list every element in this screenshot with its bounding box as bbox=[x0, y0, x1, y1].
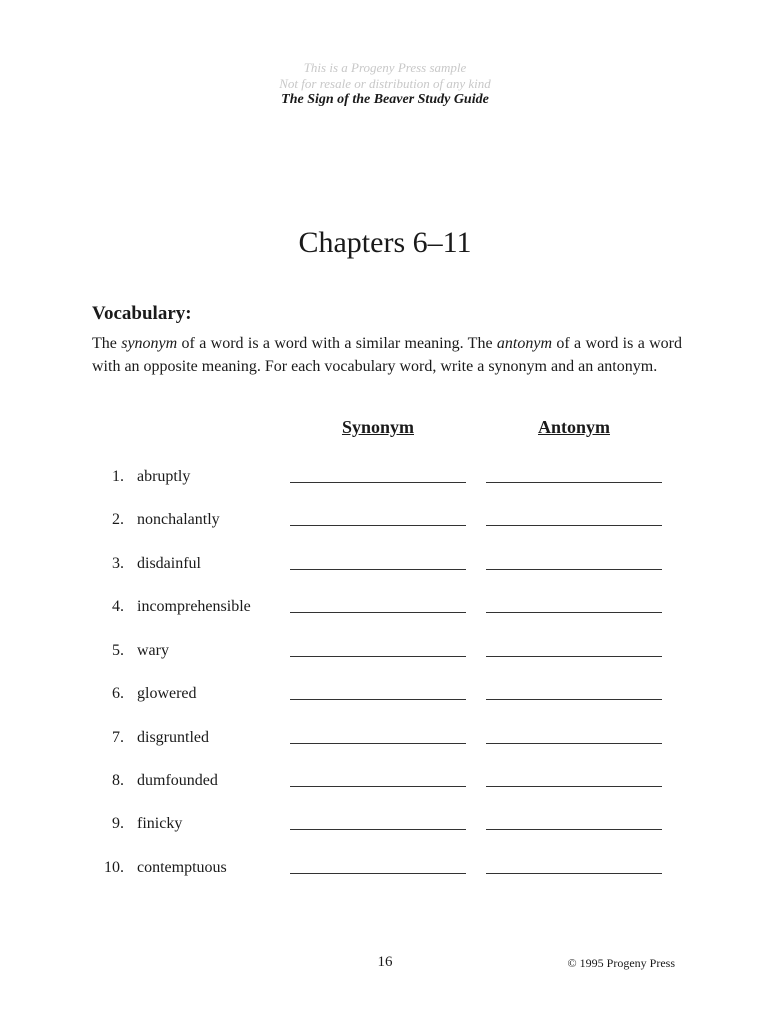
vocabulary-instructions: The synonym of a word is a word with a similar meaning. The antonym of a word is a word with an opposite meaning. For each vocabulary word, write a synonym and an antonym. bbox=[92, 335, 683, 375]
antonym-blank[interactable] bbox=[486, 569, 662, 570]
synonym-blank[interactable] bbox=[290, 569, 466, 570]
vocab-word: finicky bbox=[137, 815, 183, 832]
synonym-blank[interactable] bbox=[290, 612, 466, 613]
synonym-blank[interactable] bbox=[290, 873, 466, 874]
item-number: 4. bbox=[112, 598, 124, 615]
item-number: 9. bbox=[112, 815, 124, 832]
synonym-blank[interactable] bbox=[290, 699, 466, 700]
watermark-line-1: This is a Progeny Press sample bbox=[303, 60, 467, 75]
antonym-blank[interactable] bbox=[486, 612, 662, 613]
vocab-word: incomprehensible bbox=[137, 598, 251, 615]
vocab-row bbox=[0, 555, 770, 579]
synonym-column-header: Synonym bbox=[341, 417, 415, 437]
item-number: 1. bbox=[112, 468, 124, 485]
vocab-row bbox=[0, 468, 770, 492]
vocab-word: disgruntled bbox=[137, 729, 209, 746]
antonym-blank[interactable] bbox=[486, 873, 662, 874]
vocab-word: contemptuous bbox=[137, 859, 227, 876]
antonym-blank[interactable] bbox=[486, 656, 662, 657]
vocab-row bbox=[0, 815, 770, 839]
synonym-term: synonym bbox=[121, 335, 178, 352]
vocab-word: glowered bbox=[137, 685, 197, 702]
vocab-word: nonchalantly bbox=[137, 511, 220, 528]
chapter-title: Chapters 6–11 bbox=[298, 226, 472, 259]
antonym-blank[interactable] bbox=[486, 743, 662, 744]
item-number: 10. bbox=[104, 859, 124, 876]
vocabulary-heading: Vocabulary: bbox=[92, 303, 192, 324]
synonym-blank[interactable] bbox=[290, 786, 466, 787]
vocab-row bbox=[0, 729, 770, 753]
item-number: 6. bbox=[112, 685, 124, 702]
item-number: 7. bbox=[112, 729, 124, 746]
vocab-word: disdainful bbox=[137, 555, 201, 572]
vocab-row bbox=[0, 859, 770, 883]
watermark-line-2: Not for resale or distribution of any kind bbox=[279, 76, 491, 91]
vocab-row bbox=[0, 511, 770, 535]
synonym-blank[interactable] bbox=[290, 656, 466, 657]
vocab-row bbox=[0, 685, 770, 709]
vocab-row bbox=[0, 772, 770, 796]
running-title: The Sign of the Beaver Study Guide bbox=[281, 92, 489, 107]
antonym-blank[interactable] bbox=[486, 482, 662, 483]
vocab-row bbox=[0, 642, 770, 666]
item-number: 3. bbox=[112, 555, 124, 572]
item-number: 2. bbox=[112, 511, 124, 528]
synonym-blank[interactable] bbox=[290, 525, 466, 526]
item-number: 5. bbox=[112, 642, 124, 659]
antonym-blank[interactable] bbox=[486, 786, 662, 787]
vocab-word: dumfounded bbox=[137, 772, 218, 789]
vocab-row bbox=[0, 598, 770, 622]
copyright-notice: © 1995 Progeny Press bbox=[567, 956, 675, 970]
antonym-blank[interactable] bbox=[486, 699, 662, 700]
vocab-word: wary bbox=[137, 642, 169, 659]
vocab-word: abruptly bbox=[137, 468, 191, 485]
page-number: 16 bbox=[377, 954, 393, 970]
synonym-blank[interactable] bbox=[290, 829, 466, 830]
antonym-blank[interactable] bbox=[486, 829, 662, 830]
synonym-blank[interactable] bbox=[290, 482, 466, 483]
antonym-term: antonym bbox=[496, 335, 553, 352]
synonym-blank[interactable] bbox=[290, 743, 466, 744]
item-number: 8. bbox=[112, 772, 124, 789]
antonym-blank[interactable] bbox=[486, 525, 662, 526]
antonym-column-header: Antonym bbox=[537, 417, 610, 437]
